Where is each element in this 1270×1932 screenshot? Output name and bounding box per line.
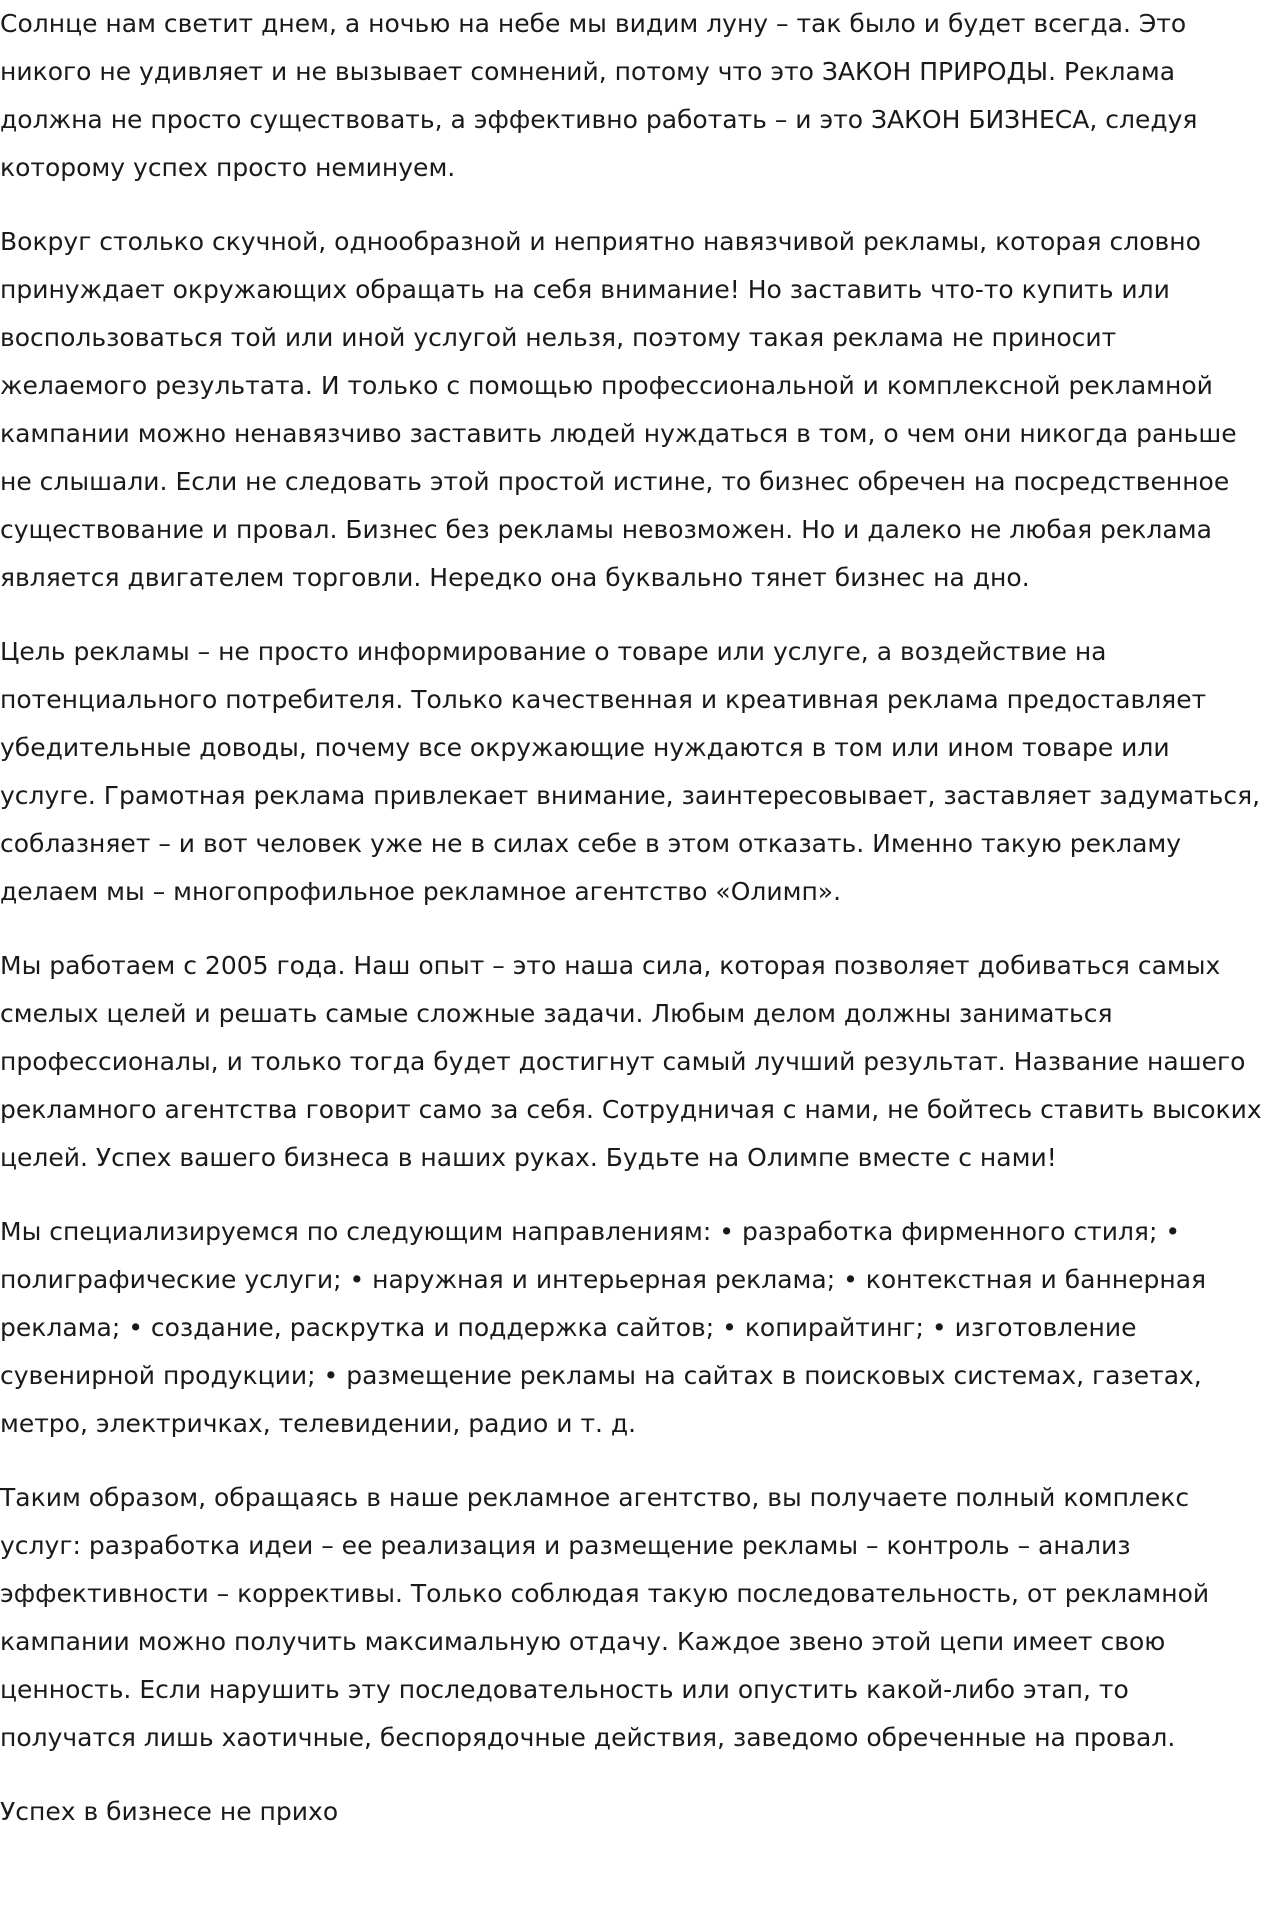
paragraph-boring-ads: Вокруг столько скучной, однообразной и неприятно навязчивой рекламы, которая словно принуждает окружающих обращать на себя внимание! Но заставить что-то купить или воспользоваться той или иной услугой нельзя, поэтому такая реклама не приносит желаемого результата. И только с помощью профессиональной и комплексной рекламной кампании можно ненавязчиво заставить людей нуждаться в том, о чем они никогда раньше не слышали. Если не следовать этой простой истине, то бизнес обречен на посредственное существование и провал. Бизнес без рекламы невозможен. Но и далеко не любая реклама является двигателем торговли. Нередко она буквально тянет бизнес на дно. <box>0 227 1237 592</box>
paragraph-experience: Мы работаем с 2005 года. Наш опыт – это наша сила, которая позволяет добиваться самых смелых целей и решать самые сложные задачи. Любым делом должны заниматься профессионалы, и только тогда будет достигнут самый лучший результат. Название нашего рекламного агентства говорит само за себя. Сотрудничая с нами, не бойтесь ставить высоких целей. Успех вашего бизнеса в наших руках. Будьте на Олимпе вместе с нами! <box>0 951 1262 1172</box>
paragraph-intro: Солнце нам светит днем, а ночью на небе мы видим луну – так было и будет всегда. Это никого не удивляет и не вызывает сомнений, потому что это ЗАКОН ПРИРОДЫ. Реклама должна не просто существовать, а эффективно работать – и это ЗАКОН БИЗНЕСА, следуя которому успех просто неминуем. <box>0 9 1198 182</box>
paragraph-ad-goal: Цель рекламы – не просто информирование о товаре или услуге, а воздействие на потенциального потребителя. Только качественная и креативная реклама предоставляет убедительные доводы, почему все окружающие нуждаются в том или ином товаре или услуге. Грамотная реклама привлекает внимание, заинтересовывает, заставляет задуматься, соблазняет – и вот человек уже не в силах себе в этом отказать. Именно такую рекламу делаем мы – многопрофильное рекламное агентство «Олимп». <box>0 637 1261 906</box>
paragraph-full-complex: Таким образом, обращаясь в наше рекламное агентство, вы получаете полный комплекс услуг: разработка идеи – ее реализация и размещение рекламы – контроль – анализ эффективности – коррективы. Только соблюдая такую последовательность, от рекламной кампании можно получить максимальную отдачу. Каждое звено этой цепи имеет свою ценность. Если нарушить эту последовательность или опустить какой-либо этап, то получатся лишь хаотичные, беспорядочные действия, заведомо обреченные на провал. <box>0 1483 1210 1752</box>
paragraph-services: Мы специализируемся по следующим направлениям: • разработка фирменного стиля; • полиграфические услуги; • наружная и интерьерная реклама; • контекстная и баннерная реклама; • создание, раскрутка и поддержка сайтов; • копирайтинг; • изготовление сувенирной продукции; • размещение рекламы на сайтах в поисковых системах, газетах, метро, электричках, телевидении, радио и т. д. <box>0 1217 1207 1438</box>
paragraph-truncated: Успех в бизнесе не прихо <box>0 1797 339 1826</box>
